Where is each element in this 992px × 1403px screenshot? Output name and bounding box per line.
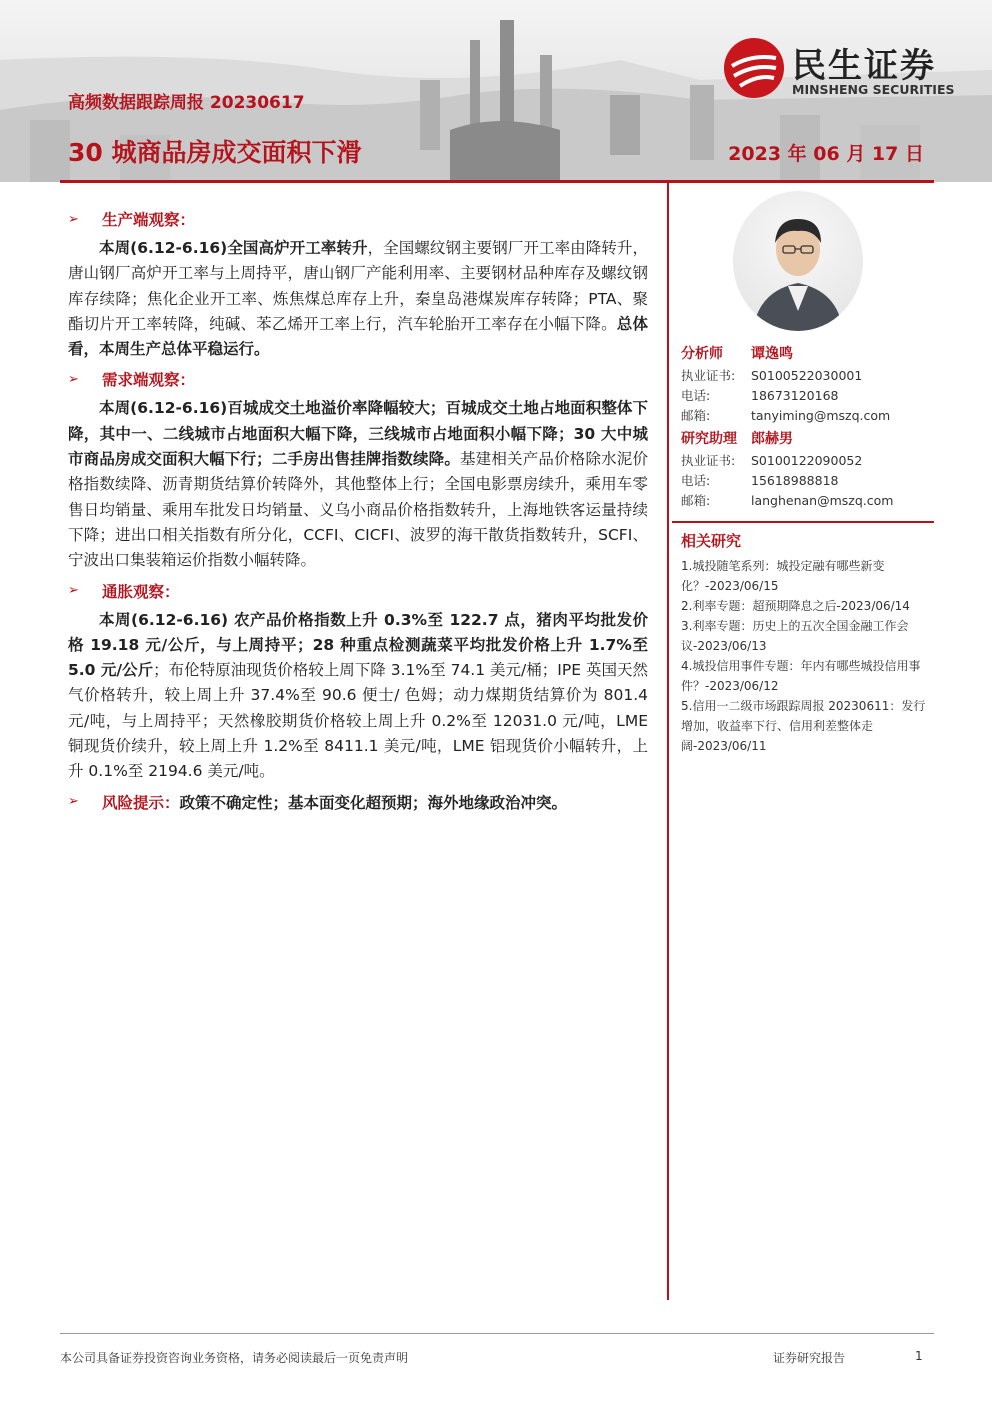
assistant-email-row bbox=[681, 491, 931, 511]
demand-heading bbox=[68, 368, 648, 390]
risk-text: 政策不确定性；基本面变化超预期；海外地缘政治冲突。 bbox=[179, 793, 568, 812]
arrow-bullet-icon: ➢ bbox=[68, 211, 79, 227]
footer-disclaimer: 本公司具备证券投资咨询业务资格，请务必阅读最后一页免责声明 bbox=[60, 1351, 409, 1365]
related-research-item[interactable]: 2.利率专题：超预期降息之后-2023/06/14 bbox=[681, 599, 910, 613]
minsheng-logo-icon bbox=[722, 36, 786, 100]
assistant-phone-row bbox=[681, 471, 931, 491]
assistant-name: 郎赫男 bbox=[751, 431, 793, 447]
field-label: 执业证书: bbox=[681, 453, 736, 468]
field-label: 执业证书: bbox=[681, 368, 736, 383]
company-logo bbox=[722, 36, 972, 102]
analyst-name: 谭逸鸣 bbox=[751, 346, 793, 362]
demand-text: 基建相关产品价格除水泥价格指数续降、沥青期货结算价转降外，其他整体上行；全国电影票房续升，乘用车零售日均销量、乘用车批发日均销量、义乌小商品价格指数转升，上海地铁客运量持续下降；进出口相关指数有所分化，CCFI、CICFI、波罗的海干散货指数转升，SCFI、宁波出口集装箱运价指数小幅转降。 bbox=[68, 450, 648, 570]
report-date: 2023 年 06 月 17 日 bbox=[728, 143, 924, 165]
arrow-bullet-icon: ➢ bbox=[68, 371, 79, 387]
analyst-role: 分析师 bbox=[681, 346, 723, 362]
related-research-list bbox=[681, 556, 931, 756]
analyst-email-row bbox=[681, 406, 931, 426]
risk-label: 风险提示： bbox=[102, 793, 180, 812]
logo-text-en: MINSHENG SECURITIES bbox=[792, 82, 955, 97]
analyst-role-row bbox=[681, 343, 931, 363]
report-title: 30 城商品房成交面积下滑 bbox=[68, 138, 362, 167]
header-divider bbox=[60, 180, 934, 183]
sidebar-divider bbox=[672, 521, 934, 523]
related-research-item[interactable]: 4.城投信用事件专题：年内有哪些城投信用事件？-2023/06/12 bbox=[681, 659, 921, 693]
production-heading bbox=[68, 208, 648, 230]
analyst-portrait-image bbox=[733, 191, 863, 331]
report-series: 高频数据跟踪周报 20230617 bbox=[68, 93, 305, 113]
analyst-cert-row bbox=[681, 366, 931, 386]
field-value: S0100122090052 bbox=[751, 453, 863, 468]
inflation-bold-lead: 本周(6.12-6.16) 农产品价格指数上升 0.3%至 122.7 点，猪肉平均批发价格 19.18 元/公斤，与上周持平；28 种重点检测蔬菜平均批发价格上升 1.7%至 5.0 元/公斤 bbox=[68, 610, 648, 680]
arrow-bullet-icon: ➢ bbox=[68, 583, 79, 599]
assistant-cert-row bbox=[681, 451, 931, 471]
inflation-heading-text: 通胀观察： bbox=[102, 582, 180, 601]
field-label: 电话: bbox=[681, 388, 711, 403]
page-number: 1 bbox=[915, 1349, 923, 1363]
related-research-item[interactable]: 5.信用一二级市场跟踪周报 20230611：发行增加，收益率下行、信用利差整体走阔-2023/06/11 bbox=[681, 699, 926, 753]
inflation-paragraph bbox=[68, 608, 648, 785]
demand-bold-lead: 本周(6.12-6.16)百城成交土地溢价率降幅较大；百城成交土地占地面积整体下降，其中一、二线城市占地面积大幅下降，三线城市占地面积小幅下降；30 大中城市商品房成交面积大幅下行；二手房出售挂牌指数续降。 bbox=[68, 399, 648, 469]
footer-report-type: 证券研究报告 bbox=[773, 1351, 846, 1365]
demand-heading-text: 需求端观察： bbox=[102, 371, 196, 390]
field-value: S0100522030001 bbox=[751, 368, 863, 383]
field-label: 邮箱: bbox=[681, 408, 711, 423]
arrow-bullet-icon: ➢ bbox=[68, 794, 79, 810]
assistant-role: 研究助理 bbox=[681, 431, 737, 447]
related-research-title: 相关研究 bbox=[681, 532, 742, 550]
assistant-role-row bbox=[681, 428, 931, 448]
field-value: 18673120168 bbox=[751, 388, 839, 403]
column-divider bbox=[667, 183, 669, 1300]
production-paragraph bbox=[68, 236, 648, 362]
inflation-heading bbox=[68, 580, 648, 602]
field-value: 15618988818 bbox=[751, 473, 839, 488]
production-bold-lead: 本周(6.12-6.16)全国高炉开工率转升 bbox=[99, 239, 368, 257]
assistant-email-link[interactable]: langhenan@mszq.com bbox=[751, 493, 894, 508]
footer-divider bbox=[60, 1333, 934, 1334]
production-bold-summary: 总体看，本周生产总体平稳运行。 bbox=[68, 314, 648, 359]
production-text: ，全国螺纹钢主要钢厂开工率由降转升，唐山钢厂高炉开工率与上周持平，唐山钢厂产能利用率、主要钢材品种库存及螺纹钢库存续降；焦化企业开工率、炼焦煤总库存上升，秦皇岛港煤炭库存转降；PTA、聚酯切片开工率转降，纯碱、苯乙烯开工率上行，汽车轮胎开工率存在小幅下降。 bbox=[68, 239, 648, 333]
production-heading-text: 生产端观察： bbox=[102, 211, 196, 229]
logo-text-cn: 民生证券 bbox=[792, 46, 936, 86]
analyst-photo bbox=[733, 191, 863, 331]
header-banner bbox=[0, 0, 992, 182]
analyst-email-link[interactable]: tanyiming@mszq.com bbox=[751, 408, 891, 423]
related-research-item[interactable]: 1.城投随笔系列：城投定融有哪些新变化？-2023/06/15 bbox=[681, 559, 885, 593]
inflation-text: ；布伦特原油现货价格较上周下降 3.1%至 74.1 美元/桶；IPE 英国天然气价格转升，较上周上升 37.4%至 90.6 便士/ 色姆；动力煤期货结算价为 801.4 元/吨，与上周持平；天然橡胶期货价格较上周上升 0.2%至 12031.0 元/吨，LME 铜现货价续升，较上周上升 1.2%至 8411.1 美元/吨，LME 铝现货价小幅转升，上升 0.1%至 2194.6 美元/吨。 bbox=[68, 661, 648, 781]
risk-warning bbox=[68, 791, 648, 813]
demand-paragraph bbox=[68, 396, 648, 573]
field-label: 邮箱: bbox=[681, 493, 711, 508]
related-research-item[interactable]: 3.利率专题：历史上的五次全国金融工作会议-2023/06/13 bbox=[681, 619, 909, 653]
field-label: 电话: bbox=[681, 473, 711, 488]
analyst-phone-row bbox=[681, 386, 931, 406]
main-content bbox=[68, 208, 648, 813]
author-info bbox=[681, 343, 931, 511]
